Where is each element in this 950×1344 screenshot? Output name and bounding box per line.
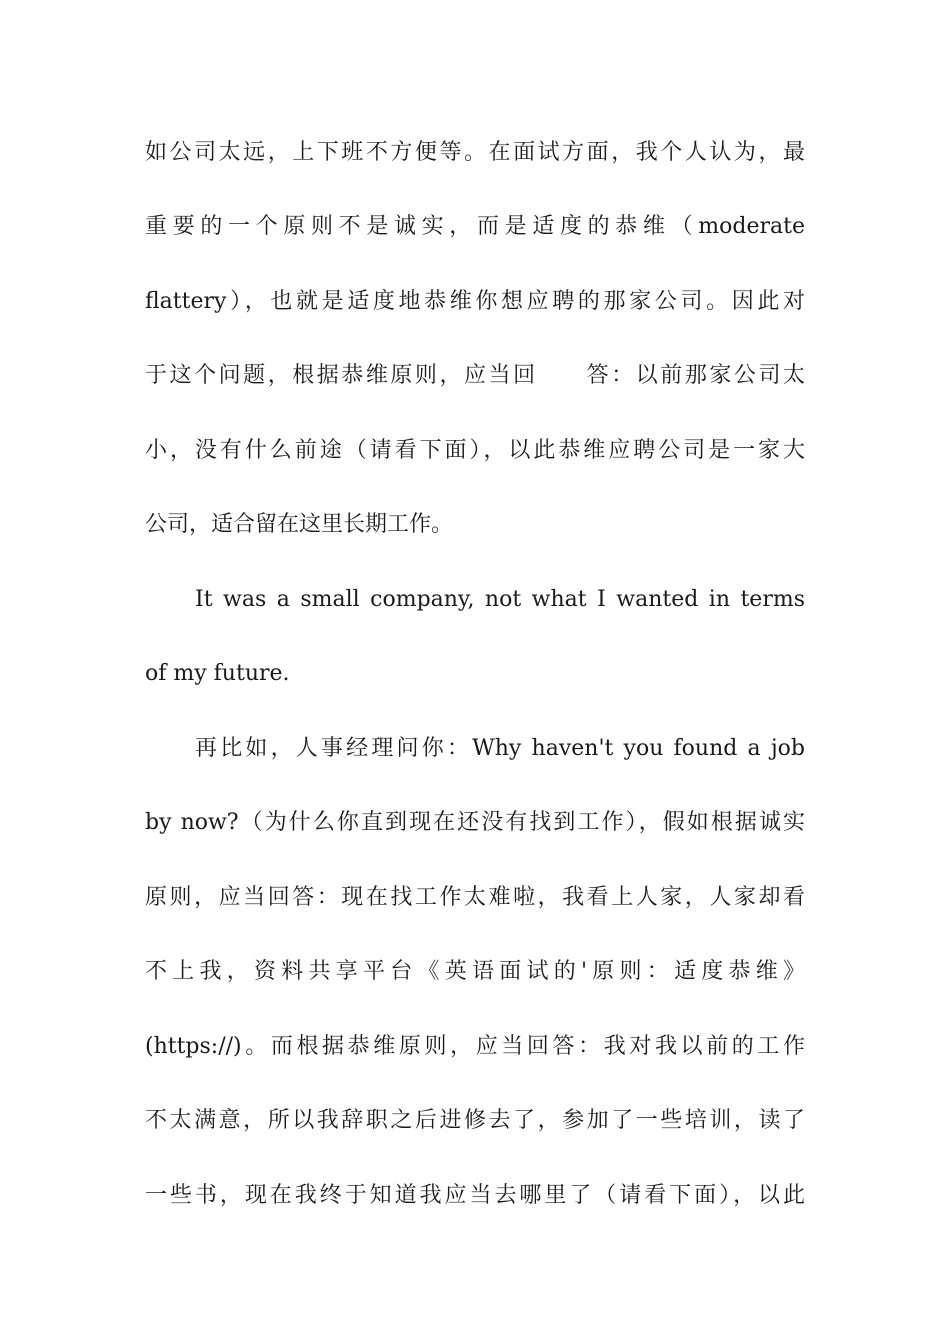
text-line-4: 于这个问题，根据恭维原则，应当回 答：以前那家公司太 (145, 363, 805, 388)
text-line-8: of my future. (145, 661, 290, 686)
text-line-10: by now?（为什么你直到现在还没有找到工作），假如根据诚实 (145, 810, 805, 835)
text-line-11: 原则，应当回答：现在找工作太难啦，我看上人家，人家却看 (145, 885, 805, 910)
text-line-6: 公司，适合留在这里长期工作。 (145, 512, 454, 537)
text-line-12: 不上我，资料共享平台《英语面试的'原则：适度恭维》 (145, 959, 805, 984)
text-line-15: 一些书，现在我终于知道我应当去哪里了（请看下面），以此 (145, 1183, 805, 1208)
text-line-2: 重要的一个原则不是诚实，而是适度的恭维（moderate (145, 214, 805, 239)
text-line-5: 小，没有什么前途（请看下面），以此恭维应聘公司是一家大 (145, 438, 805, 463)
text-line-13: (https://)。而根据恭维原则，应当回答：我对我以前的工作 (145, 1034, 805, 1059)
text-line-7: It was a small company, not what I wanted in terms (195, 587, 805, 612)
text-line-14: 不太满意，所以我辞职之后进修去了，参加了一些培训，读了 (145, 1108, 805, 1133)
text-line-3: flattery），也就是适度地恭维你想应聘的那家公司。因此对 (145, 289, 805, 314)
text-line-1: 如公司太远，上下班不方便等。在面试方面，我个人认为，最 (145, 140, 805, 165)
text-line-9: 再比如，人事经理问你：Why haven't you found a job (195, 736, 805, 761)
